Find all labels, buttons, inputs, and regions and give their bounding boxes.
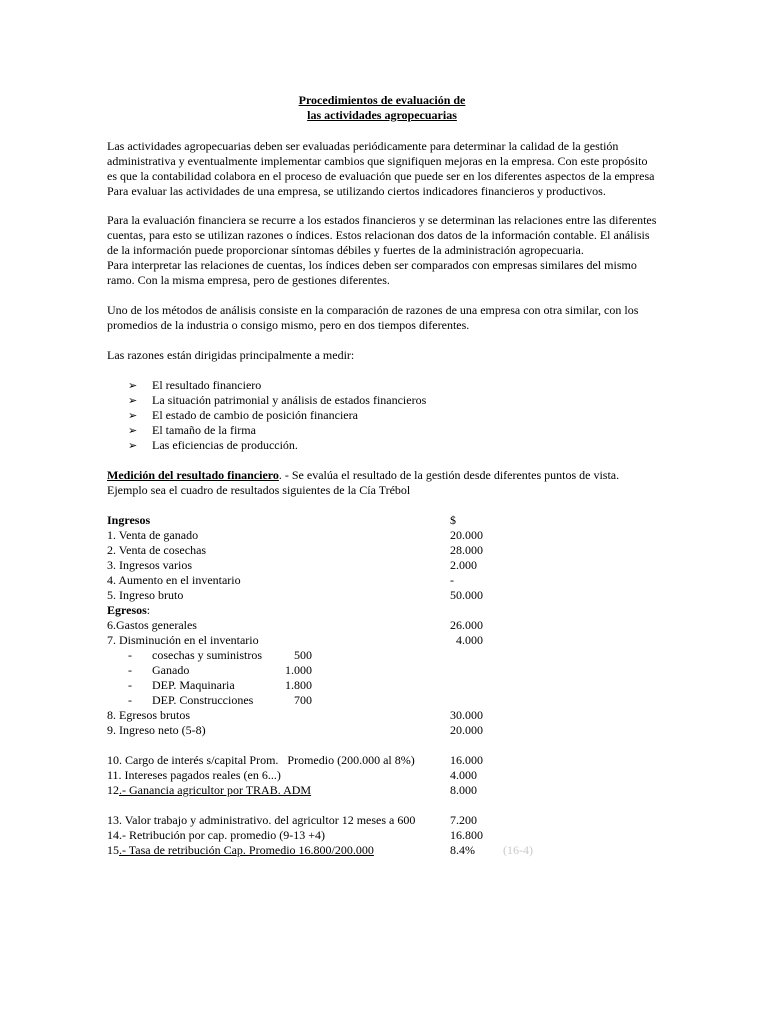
measurement-example: Ejemplo sea el cuadro de resultados siguientes de la Cía Trébol — [107, 483, 411, 497]
table-row: 8. Egresos brutos 30.000 — [107, 708, 483, 722]
sub-item-row: - DEP. Construcciones 700 — [128, 693, 312, 707]
table-row — [107, 513, 657, 528]
arrow-bullet-icon: ➢ — [128, 409, 138, 422]
arrow-bullet-icon: ➢ — [128, 439, 138, 452]
table-row: 12.- Ganancia agricultor por TRAB. ADM 8.000 — [107, 783, 477, 797]
table-row: 11. Intereses pagados reales (en 6...) 4.000 — [107, 768, 477, 782]
ingresos-header: Ingresos — [107, 513, 151, 527]
table-row: 15.- Tasa de retribución Cap. Promedio 16.800/200.000 8.4% (16-4) — [107, 843, 533, 857]
list-item: ➢ El resultado financiero — [128, 378, 262, 392]
table-row: Egresos: — [107, 603, 151, 617]
arrow-bullet-icon: ➢ — [128, 379, 138, 392]
table-row: 10. Cargo de interés s/capital Prom. Promedio (200.000 al 8%) 16.000 — [107, 753, 483, 767]
document-page — [107, 93, 657, 858]
document-title — [107, 93, 657, 123]
table-row: 9. Ingreso neto (5-8) 20.000 — [107, 723, 483, 737]
list-item: ➢ El tamaño de la firma — [128, 423, 256, 437]
faint-note: (16-4) — [503, 843, 533, 857]
measurement-heading: Medición del resultado financiero — [107, 468, 279, 482]
sub-item-row: - DEP. Maquinaria 1.800 — [128, 678, 312, 692]
egresos-header: Egresos — [107, 603, 147, 617]
list-item: ➢ El estado de cambio de posición financiera — [128, 408, 358, 422]
paragraph-interpret: Para interpretar las relaciones de cuentas, los índices deben ser comparados con empresas similares del mismo ramo. Con la misma empresa, pero de gestiones diferentes. — [107, 258, 637, 287]
currency-symbol: $ — [450, 513, 456, 527]
table-row: 13. Valor trabajo y administrativo. del agricultor 12 meses a 600 7.200 — [107, 813, 477, 827]
table-row: 7. Disminución en el inventario 4.000 — [107, 633, 483, 647]
table-row: 6.Gastos generales 26.000 — [107, 618, 483, 632]
sub-item-row: - cosechas y suministros 500 — [128, 648, 312, 662]
sub-item-row: - Ganado 1.000 — [128, 663, 312, 677]
table-row: 5. Ingreso bruto 50.000 — [107, 588, 483, 602]
paragraph-financial: Para la evaluación financiera se recurre a los estados financieros y se determinan las relaciones entre las diferentes cuentas, para esto se utilizan razones o índices. Estos relacionan dos datos de la información contable. El análisis de la información puede proporcionar síntomas débiles y fuertes de la administración agropecuaria. — [107, 213, 657, 257]
list-item: ➢ Las eficiencias de producción. — [128, 438, 298, 452]
bullet-list — [107, 378, 657, 453]
title-line-1: Procedimientos de evaluación de — [298, 93, 466, 107]
measurement-section — [107, 468, 667, 483]
paragraph-ratios: Las razones están dirigidas principalmente a medir: — [107, 348, 355, 362]
table-row: 3. Ingresos varios 2.000 — [107, 558, 477, 572]
table-row: 4. Aumento en el inventario - — [107, 573, 454, 587]
arrow-bullet-icon: ➢ — [128, 424, 138, 437]
table-row: 1. Venta de ganado 20.000 — [107, 528, 483, 542]
measurement-text: . - Se evalúa el resultado de la gestión desde diferentes puntos de vista. — [278, 468, 620, 482]
table-row: 2. Venta de cosechas 28.000 — [107, 543, 483, 557]
list-item: ➢ La situación patrimonial y análisis de estados financieros — [128, 393, 427, 407]
results-table — [107, 513, 657, 858]
arrow-bullet-icon: ➢ — [128, 394, 138, 407]
paragraph-methods: Uno de los métodos de análisis consiste en la comparación de razones de una empresa con otra similar, con los promedios de la industria o consigo mismo, pero en dos tiempos diferentes. — [107, 303, 639, 332]
title-line-2: las actividades agropecuarias — [307, 108, 457, 122]
paragraph-intro: Las actividades agropecuarias deben ser evaluadas periódicamente para determinar la calidad de la gestión administrativa y eventualmente implementar cambios que signifiquen mejoras en la empresa. Con este propósito es que la contabilidad colabora en el proceso de evaluación que puede ser en los diferentes aspectos de la empresa Para evaluar las actividades de una empresa, se utilizando ciertos indicadores financieros y productivos. — [107, 139, 655, 198]
table-row: 14.- Retribución por cap. promedio (9-13 +4) 16.800 — [107, 828, 483, 842]
